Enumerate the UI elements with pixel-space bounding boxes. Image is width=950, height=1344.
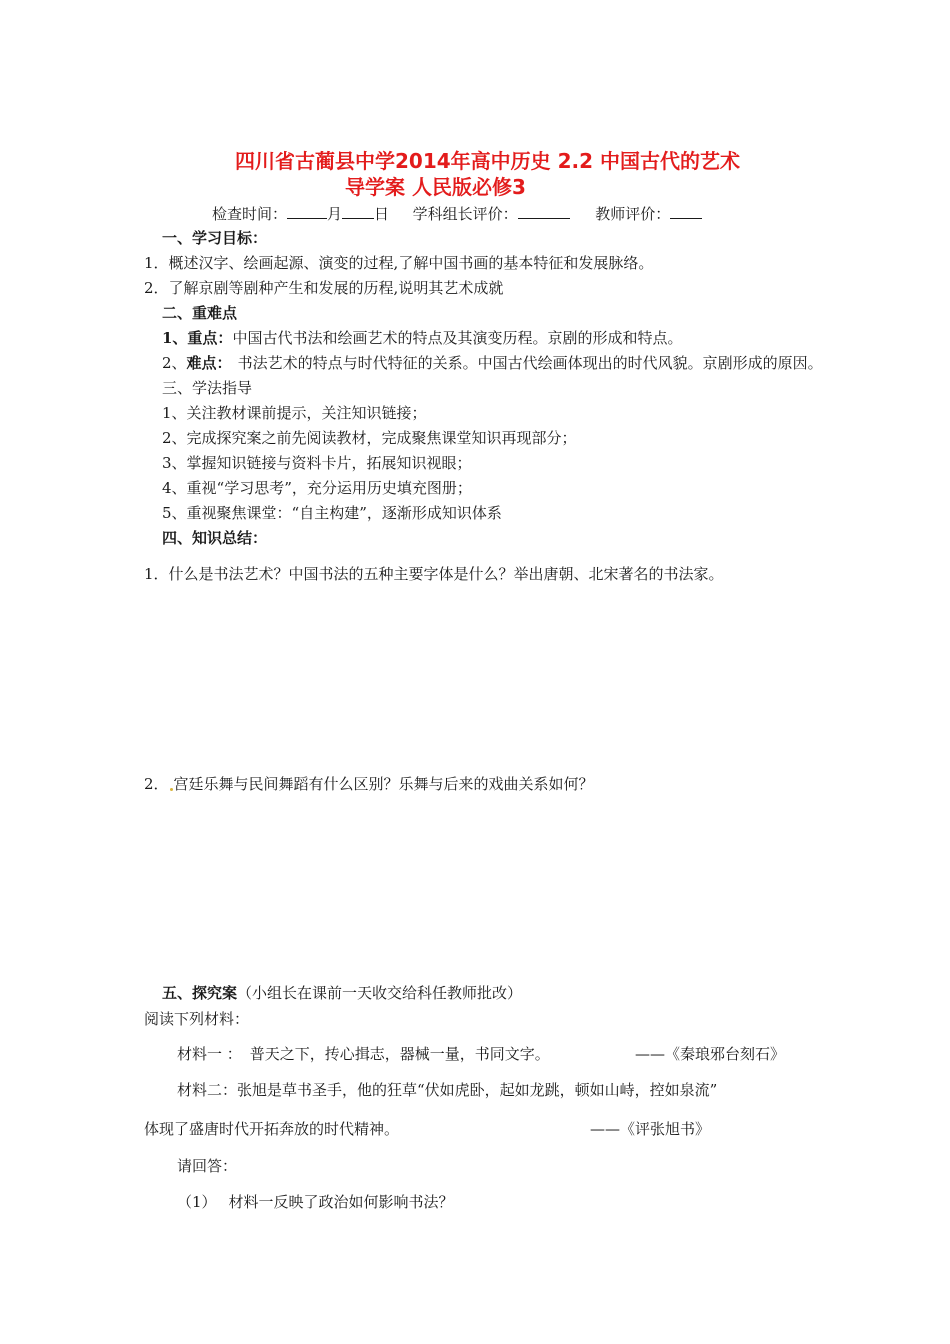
focus-line	[162, 329, 682, 347]
question-1: 1．什么是书法艺术？中国书法的五种主要字体是什么？举出唐朝、北宋著名的书法家。	[144, 565, 724, 583]
day-blank[interactable]	[342, 204, 374, 219]
section3-item-4: 4、重视“学习思考”，充分运用历史填充图册；	[162, 479, 472, 497]
page-title-line1: 四川省古蔺县中学2014年高中历史 2.2 中国古代的艺术	[235, 149, 741, 173]
leader-eval-blank[interactable]	[518, 204, 570, 219]
difficulty-label: 难点：	[186, 354, 232, 372]
day-label: 日	[374, 205, 390, 223]
section5-note: （小组长在课前一天收交给科任教师批改）	[237, 984, 523, 1002]
page-title-line2: 导学案 人民版必修3	[345, 175, 526, 199]
material-2	[177, 1081, 717, 1099]
section5-heading: 五、探究案	[162, 984, 238, 1002]
material-1-text: 普天之下，抟心揖志，器械一量，书同文字。	[249, 1045, 550, 1063]
material-1-label: 材料一 ：	[177, 1045, 242, 1063]
focus-label: 1、重点：	[162, 329, 233, 347]
check-time-label: 检查时间：	[212, 205, 288, 223]
section1-heading: 一、学习目标：	[162, 229, 268, 247]
material-1	[177, 1045, 550, 1063]
read-instruction: 阅读下列材料：	[144, 1010, 250, 1028]
sub-question-1-text: 材料一反映了政治如何影响书法？	[228, 1193, 454, 1211]
sub-question-1	[177, 1193, 454, 1211]
material-2-text: 张旭是草书圣手，他的狂草“伏如虎卧，起如龙跳，顿如山峙，控如泉流”	[237, 1081, 718, 1099]
annotation-dot	[170, 788, 173, 791]
teacher-eval-blank[interactable]	[670, 204, 702, 219]
material-2-continued: 体现了盛唐时代开拓奔放的时代精神。	[144, 1120, 400, 1138]
section2-heading: 二、重难点	[162, 304, 238, 322]
section3-item-2: 2、完成探究案之前先阅读教材，完成聚焦课堂知识再现部分；	[162, 429, 577, 447]
teacher-eval-label: 教师评价：	[595, 205, 671, 223]
section5-heading-line	[162, 984, 522, 1002]
section3-item-1: 1、关注教材课前提示，关注知识链接；	[162, 404, 427, 422]
question-2-num: 2．	[144, 775, 169, 793]
difficulty-num: 2、	[162, 354, 187, 372]
section3-item-3: 3、掌握知识链接与资料卡片，拓展知识视眼；	[162, 454, 472, 472]
month-label: 月	[327, 205, 343, 223]
material-1-source: ——《秦琅邪台刻石》	[635, 1045, 786, 1063]
sub-question-1-num: （1）	[177, 1193, 217, 1211]
material-2-label: 材料二：	[177, 1081, 238, 1099]
section4-heading: 四、知识总结：	[162, 529, 268, 547]
focus-text: 中国古代书法和绘画艺术的特点及其演变历程。京剧的形成和特点。	[232, 329, 683, 347]
difficulty-line	[162, 354, 823, 372]
section3-heading: 三、学法指导	[162, 379, 253, 397]
answer-prompt: 请回答：	[177, 1157, 238, 1175]
section1-item-2: 2．了解京剧等剧种产生和发展的历程,说明其艺术成就	[144, 279, 504, 297]
difficulty-text: 书法艺术的特点与时代特征的关系。中国古代绘画体现出的时代风貌。京剧形成的原因。	[237, 354, 823, 372]
section1-item-1: 1．概述汉字、绘画起源、演变的过程,了解中国书画的基本特征和发展脉络。	[144, 254, 654, 272]
check-line	[212, 204, 702, 223]
month-blank[interactable]	[287, 204, 327, 219]
question-2	[144, 775, 594, 793]
question-2-text: 宫廷乐舞与民间舞蹈有什么区别？乐舞与后来的戏曲关系如何？	[173, 775, 594, 793]
material-2-source: ——《评张旭书》	[590, 1120, 711, 1138]
leader-eval-label: 学科组长评价：	[412, 205, 518, 223]
section3-item-5: 5、重视聚焦课堂：“自主构建”，逐渐形成知识体系	[162, 504, 502, 522]
